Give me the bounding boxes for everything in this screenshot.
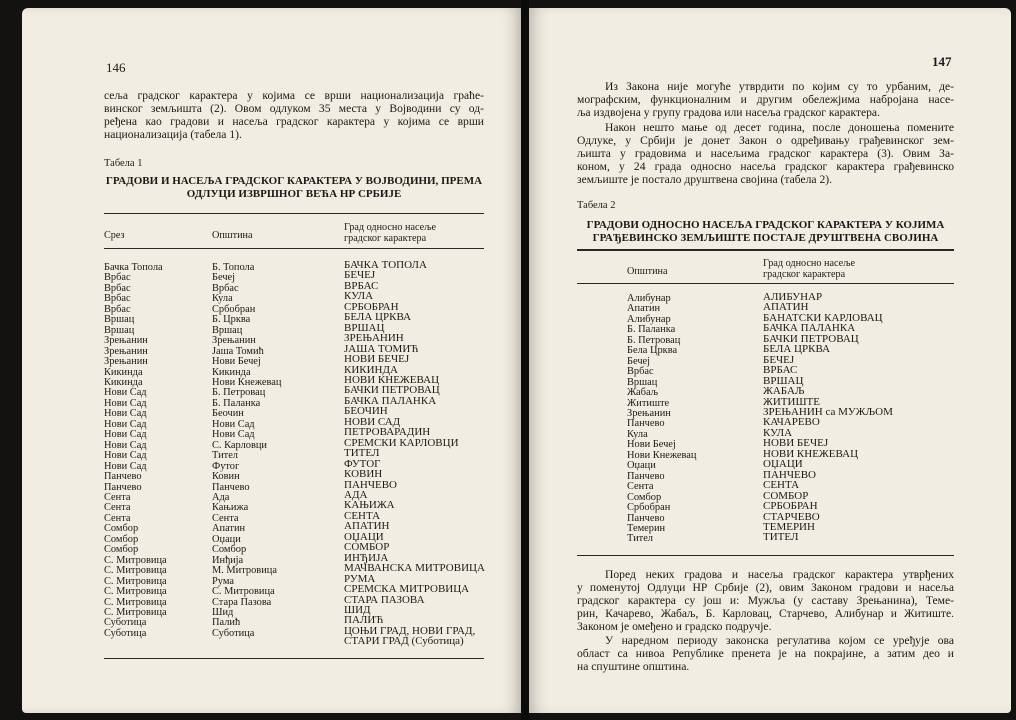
table-cell: НОВИ БЕЧЕЈ xyxy=(344,353,410,366)
table-cell: С. Митровица xyxy=(212,586,275,598)
text-line: земљиште је постало друштвена својина (табела 2). xyxy=(577,173,833,186)
table-cell: Тител xyxy=(212,450,238,462)
table-cell: ВРБАС xyxy=(344,279,379,292)
table-cell: СРБОБРАН xyxy=(344,300,399,313)
table-cell: С. Карловци xyxy=(212,439,267,451)
table-cell: Жабаљ xyxy=(627,387,659,399)
table-cell: Футог xyxy=(212,460,240,472)
third-paragraph xyxy=(577,568,954,633)
text-line: У наредном периоду законска регулатива којом се уређује ова xyxy=(605,634,954,647)
table-cell: Бечеј xyxy=(627,355,651,367)
table-cell: ФУТОГ xyxy=(344,457,381,470)
table-cell: Суботица xyxy=(104,617,147,629)
page-number: 146 xyxy=(106,60,126,75)
table-cell: СРЕМСКА МИТРОВИЦА xyxy=(344,583,470,596)
table-cell: Панчево xyxy=(212,481,250,493)
header-line: Град односно насеље xyxy=(344,222,437,233)
table-cell: БАЧКИ ПЕТРОВАЦ xyxy=(344,384,440,397)
table-cell: Житиште xyxy=(627,397,670,409)
text-line: градског карактера су још и: Мужља (у саставу Зрењанина), Теме- xyxy=(577,594,954,607)
table-cell: ПАНЧЕВО xyxy=(763,468,816,481)
table-cell: Вршац xyxy=(104,314,135,326)
table-cell: Нови Сад xyxy=(104,418,147,430)
text-line: сеља градског карактера у којима се врши национализација граће- xyxy=(104,89,484,102)
text-line: ређена као градови и насеља градског карактера у којима се врши xyxy=(104,115,484,128)
table-cell: Нови Бечеј xyxy=(627,439,676,451)
table-cell: ОЏАЦИ xyxy=(344,530,384,543)
table-cell: Б. Топола xyxy=(212,262,255,273)
table-top-rule xyxy=(577,249,954,251)
column-header-srez: Срез xyxy=(104,230,125,241)
table-cell: Вршац xyxy=(627,376,658,388)
fourth-paragraph xyxy=(577,634,954,673)
table-cell: КАЧАРЕВО xyxy=(763,416,820,429)
table-cell: Сента xyxy=(627,481,654,493)
table-cell: Суботица xyxy=(212,627,255,639)
text-line: у поменутој Одлуци НР Србије (2), овим Законом градови и насеља xyxy=(577,581,954,594)
table-cell: АПАТИН xyxy=(344,520,390,533)
table-cell: Нови Сад xyxy=(104,387,147,399)
table-title xyxy=(577,219,954,245)
table-cell: М. Митровица xyxy=(212,565,277,577)
table-cell: ЗРЕЊАНИН xyxy=(344,332,404,345)
table-cell: МАЧВАНСКА МИТРОВИЦА xyxy=(344,562,485,575)
table-cell: Апатин xyxy=(212,523,246,535)
table-cell: Сомбор xyxy=(104,533,139,545)
table-cell: Нови Сад xyxy=(212,429,255,441)
column-header-grad xyxy=(763,258,855,280)
table-cell: БАЧКИ ПЕТРОВАЦ xyxy=(763,332,859,345)
table-cell: Панчево xyxy=(104,481,142,493)
grad-column xyxy=(763,292,893,543)
table-cell: АДА xyxy=(344,488,368,501)
table-cell: Беочин xyxy=(212,408,244,420)
table-cell: Шид xyxy=(212,606,234,618)
table-cell: Кикинда xyxy=(212,366,251,378)
table-cell: С. Митровица xyxy=(104,586,167,598)
text-line: коном, у 24 града односно насеља градског карактера грађевинско xyxy=(577,160,954,173)
table-cell: Нови Сад xyxy=(212,418,255,430)
table-cell: Б. Паланка xyxy=(627,324,676,336)
table-cell: БЕЧЕЈ xyxy=(344,269,376,282)
table-cell: Кикинда xyxy=(104,366,143,378)
table-cell: Алибунар xyxy=(627,293,671,304)
table-cell: Кула xyxy=(627,428,648,440)
table-cell: Нови Сад xyxy=(104,397,147,409)
table-cell: Панчево xyxy=(627,470,665,482)
table-cell: БЕЧЕЈ xyxy=(763,353,795,366)
table-cell: НОВИ САД xyxy=(344,415,401,428)
table-title-line: ГРАДОВИ И НАСЕЉА ГРАДСКОГ КАРАКТЕРА У ВОЈВОДИНИ, ПРЕМА xyxy=(105,175,483,187)
table-cell: СОМБОР xyxy=(763,489,809,502)
table-cell: КАЊИЖА xyxy=(344,499,395,512)
table-title-line: ГРАЂЕВИНСКО ЗЕМЉИШТЕ ПОСТАЈЕ ДРУШТВЕНА СВОЈИНА xyxy=(592,232,939,244)
table-cell: БАЧКА ПАЛАНКА xyxy=(763,322,856,335)
header-line: градског карактера xyxy=(763,269,846,280)
table-cell: КИКИНДА xyxy=(344,363,398,376)
column-header-opstina: Општина xyxy=(212,230,253,241)
table-cell: АПАТИН xyxy=(763,301,809,314)
table-cell: Рума xyxy=(212,575,234,587)
table-cell: ВРШАЦ xyxy=(763,374,804,387)
grad-column xyxy=(344,260,485,647)
table-cell: КОВИН xyxy=(344,468,383,481)
table-title xyxy=(104,175,484,201)
text-line: Из Закона није могуће утврдити по којим су то урбаним, де- xyxy=(605,80,954,93)
text-line: ља издвојена у групу градова или насеља градског карактера. xyxy=(577,106,880,119)
table-cell: Сомбор xyxy=(627,491,662,503)
table-cell: АЛИБУНАР xyxy=(763,291,823,303)
table-cell: Нови Кнежевац xyxy=(212,376,282,388)
table-cell: Суботица xyxy=(104,627,147,639)
table-cell: Нови Сад xyxy=(104,408,147,420)
table-cell: Нови Бечеј xyxy=(212,356,261,368)
table-cell: Врбас xyxy=(212,282,239,294)
table-cell: Врбас xyxy=(104,293,131,305)
table-cell: ШИД xyxy=(344,603,371,616)
table-cell: Б. Паланка xyxy=(212,397,261,409)
table-cell: СЕНТА xyxy=(344,509,381,522)
table-cell: Бачка Топола xyxy=(104,262,163,273)
page-number: 147 xyxy=(932,54,952,69)
text-line: мографским, функционалним и другим обележјима набројана насе- xyxy=(577,93,954,106)
intro-paragraph xyxy=(577,80,954,119)
opstina-column xyxy=(212,263,281,639)
table-cell: ВРШАЦ xyxy=(344,321,385,334)
table-cell: Алибунар xyxy=(627,313,671,325)
text-line: Поред неких градова и насеља градског карактера утврђених xyxy=(605,568,954,581)
table-cell: Зрењанин xyxy=(104,335,148,347)
table-cell: ЈАША ТОМИЋ xyxy=(344,342,419,355)
text-line: национализација (табела 1). xyxy=(104,128,242,141)
right-page xyxy=(527,8,1011,713)
table-cell: СТАРА ПАЗОВА xyxy=(344,593,425,606)
table-cell: ТИТЕЛ xyxy=(344,447,380,460)
table-cell: РУМА xyxy=(344,572,376,585)
table-cell: Оџаци xyxy=(627,460,656,472)
table-cell: Кањижа xyxy=(212,502,249,514)
table-cell: Сента xyxy=(104,512,131,524)
table-cell: Темерин xyxy=(627,522,666,534)
table-cell: Сомбор xyxy=(212,544,247,556)
table-top-rule xyxy=(104,213,484,214)
table-cell: Б. Црква xyxy=(212,314,251,326)
table-cell: Панчево xyxy=(627,512,665,524)
text-line: Након нешто мање од десет година, после доношења помените xyxy=(605,121,954,134)
intro-paragraph xyxy=(104,89,484,141)
table-cell: Зрењанин xyxy=(627,407,671,419)
table-cell: Сента xyxy=(104,491,131,503)
table-cell: Јаша Томић xyxy=(212,345,264,357)
table-cell: СТАРИ ГРАД (Суботица) xyxy=(344,635,464,648)
table-cell: ПАНЧЕВО xyxy=(344,478,397,491)
table-cell: Врбас xyxy=(104,282,131,294)
table-cell: Зрењанин xyxy=(212,335,256,347)
table-cell: СЕНТА xyxy=(763,479,800,492)
table-cell: Стара Пазова xyxy=(212,596,272,608)
text-line: рин, Качарево, Жабаљ, Б. Карловац, Старчево, Алибунар и Житиште. xyxy=(577,607,954,620)
opstina-column xyxy=(627,294,696,545)
table-cell: Панчево xyxy=(104,471,142,483)
table-cell: СРЕМСКИ КАРЛОВЦИ xyxy=(344,436,459,449)
table-cell: Б. Петровац xyxy=(212,387,266,399)
table-header-rule xyxy=(104,248,484,249)
table-cell: Зрењанин xyxy=(104,345,148,357)
second-paragraph xyxy=(577,121,954,186)
table-header-rule xyxy=(577,283,954,284)
table-cell: ПЕТРОВАРАДИН xyxy=(344,426,431,439)
left-page xyxy=(22,8,524,713)
table-label: Табела 2 xyxy=(577,200,616,211)
table-cell: Нови Сад xyxy=(104,460,147,472)
table-cell: Ковин xyxy=(212,471,240,483)
table-cell: Нови Сад xyxy=(104,450,147,462)
text-line: винског земљишта (2). Овом одлуком 35 места у Војводини су од- xyxy=(104,102,484,115)
table-cell: Кикинда xyxy=(104,376,143,388)
header-line: градског карактера xyxy=(344,233,427,244)
table-cell: Кула xyxy=(212,293,233,305)
table-cell: БЕОЧИН xyxy=(344,405,388,418)
table-cell: Оџаци xyxy=(212,533,241,545)
text-line: љишта у градовима и насељима градског карактера (3). Овим За- xyxy=(577,147,954,160)
table-cell: СОМБОР xyxy=(344,541,390,554)
table-cell: Б. Петровац xyxy=(627,334,681,346)
table-cell: Нови Сад xyxy=(104,439,147,451)
column-header-opstina: Општина xyxy=(627,266,668,277)
table-cell: С. Митровица xyxy=(104,554,167,566)
table-cell: НОВИ БЕЧЕЈ xyxy=(763,437,829,450)
table-cell: КУЛА xyxy=(763,426,793,439)
table-cell: Сомбор xyxy=(104,523,139,535)
table-cell: СРБОБРАН xyxy=(763,500,818,513)
table-cell: БАЧКА ПАЛАНКА xyxy=(344,394,437,407)
table-cell: ПАЛИЋ xyxy=(344,614,384,627)
table-cell: Сента xyxy=(212,512,239,524)
table-cell: Бела Црква xyxy=(627,345,678,357)
table-cell: Србобран xyxy=(627,502,671,514)
table-cell: ЦОЊИ ГРАД, НОВИ ГРАД, xyxy=(344,624,476,637)
table-title-line: ГРАДОВИ ОДНОСНО НАСЕЉА ГРАДСКОГ КАРАКТЕРА У КОЈИМА xyxy=(586,219,945,231)
table-label: Табела 1 xyxy=(104,158,143,169)
table-cell: Апатин xyxy=(627,303,661,315)
table-cell: СТАРЧЕВО xyxy=(763,510,820,523)
table-cell: Нови Кнежевац xyxy=(627,449,697,461)
table-cell: ЖИТИШТЕ xyxy=(763,395,820,408)
text-line: Одлуке, у Србији је донет Закон о одређивању грађевинског зем- xyxy=(577,134,954,147)
table-cell: БЕЛА ЦРКВА xyxy=(344,311,412,324)
table-cell: Сента xyxy=(104,502,131,514)
table-cell: ЖАБАЉ xyxy=(763,385,805,398)
table-cell: КУЛА xyxy=(344,290,374,303)
table-cell: Тител xyxy=(627,533,653,545)
table-cell: Нови Сад xyxy=(104,429,147,441)
text-line: на спуштине општина. xyxy=(577,660,690,673)
table-cell: Сомбор xyxy=(104,544,139,556)
table-cell: Ада xyxy=(212,491,230,503)
table-cell: ЗРЕЊАНИН са МУЖЉОМ xyxy=(763,405,893,418)
table-cell: Врбас xyxy=(104,303,131,315)
table-cell: С. Митровица xyxy=(104,596,167,608)
table-cell: Вршац xyxy=(104,324,135,336)
table-cell: Врбас xyxy=(104,272,131,284)
column-header-grad xyxy=(344,222,436,244)
table-cell: ТЕМЕРИН xyxy=(763,520,815,533)
table-cell: ОЏАЦИ xyxy=(763,458,803,471)
table-cell: ВРБАС xyxy=(763,364,798,377)
table-title-line: ОДЛУЦИ ИЗВРШНОГ ВЕЋА НР СРБИЈЕ xyxy=(186,188,402,200)
text-line: област са нивоа Републике пренета је на покрајине, а затим део и xyxy=(577,647,954,660)
table-cell: Палић xyxy=(212,617,241,629)
table-cell: Вршац xyxy=(212,324,243,336)
table-cell: Бечеј xyxy=(212,272,236,284)
table-cell: Панчево xyxy=(627,418,665,430)
table-cell: БАЧКА ТОПОЛА xyxy=(344,259,427,271)
table-cell: БАНАТСКИ КАРЛОВАЦ xyxy=(763,311,883,324)
table-cell: БЕЛА ЦРКВА xyxy=(763,343,831,356)
table-cell: ТИТЕЛ xyxy=(763,531,799,544)
text-line: Законом је омеђено и градско подручје. xyxy=(577,620,772,633)
table-cell: Инђија xyxy=(212,554,244,566)
header-line: Град односно насеље xyxy=(763,258,856,269)
table-cell: С. Митровица xyxy=(104,575,167,587)
book-spine xyxy=(521,0,529,720)
table-cell: С. Митровица xyxy=(104,565,167,577)
table-cell: Зрењанин xyxy=(104,356,148,368)
srez-column xyxy=(104,263,167,639)
table-bottom-rule xyxy=(577,555,954,556)
table-cell: С. Митровица xyxy=(104,606,167,618)
table-cell: Србобран xyxy=(212,303,256,315)
table-cell: Врбас xyxy=(627,366,654,378)
table-cell: ИНЂИЈА xyxy=(344,551,389,564)
table-cell: НОВИ КНЕЖЕВАЦ xyxy=(344,373,440,386)
table-bottom-rule xyxy=(104,658,484,659)
table-cell: НОВИ КНЕЖЕВАЦ xyxy=(763,447,859,460)
